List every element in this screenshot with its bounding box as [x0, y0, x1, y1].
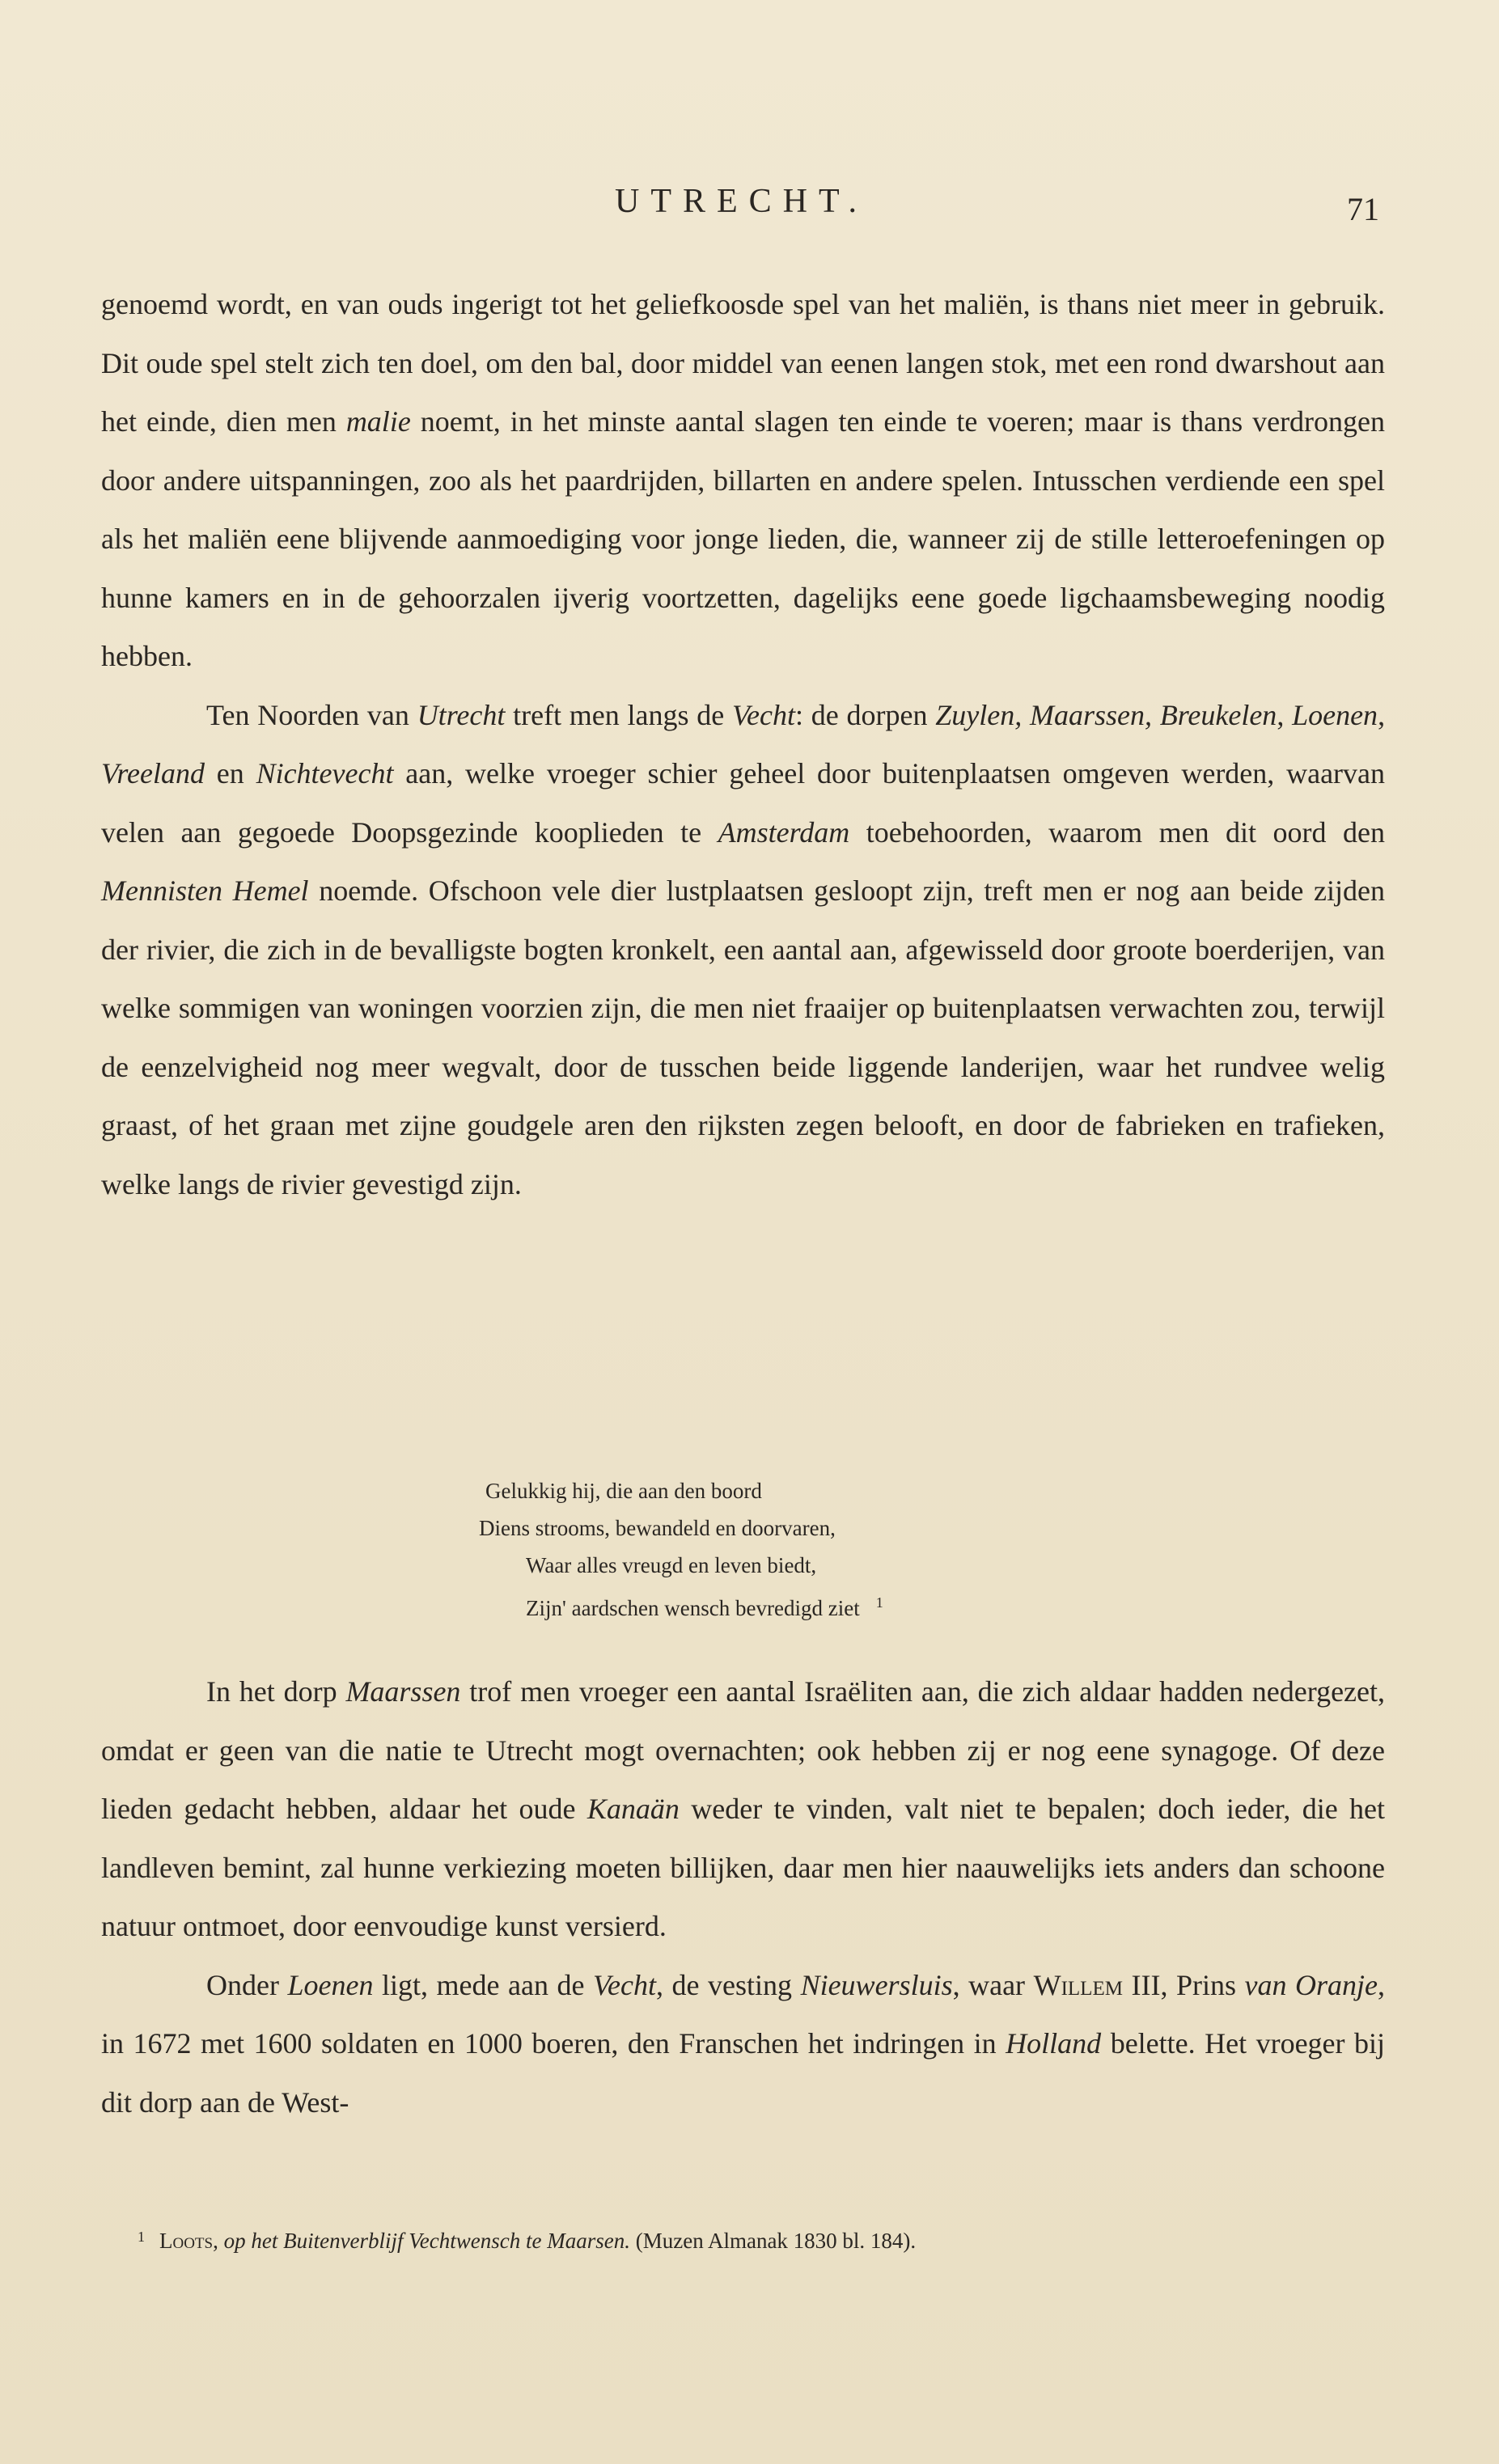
paragraph-maarssen: In het dorp Maarssen trof men vroeger een aantal Israëliten aan, die zich aldaar hadden nedergezet, omdat er geen van die natie te Utrecht mogt overnachten; ook hebben zij er nog eene synagoge. Of deze lieden gedacht hebben, aldaar het oude Kanaän weder te vinden, valt niet te bepalen; doch ieder, die het landleven bemint, zal hunne verkiezing moeten billijken, daar men hier naauwelijks iets anders dan schoone natuur ontmoet, door eenvoudige kunst versierd. [101, 1675, 1386, 1942]
body-text-lower [101, 1662, 1385, 2132]
verse-line: Gelukkig hij, die aan den boord [485, 1479, 762, 1503]
page-header [0, 182, 1499, 231]
paragraph-loenen: Onder Loenen ligt, mede aan de Vecht, de vesting Nieuwersluis, waar Willem III, Prins van Oranje, in 1672 met 1600 soldaten en 1000 boeren, den Franschen het indringen in Holland belette. Het vroeger bij dit dorp aan de West- [101, 1968, 1386, 2119]
verse-line: Zijn' aardschen wensch bevredigd ziet $^1$ [526, 1594, 883, 1620]
footnote-reference[interactable]: 1 [875, 1594, 883, 1611]
verse-quotation [479, 1472, 883, 1627]
body-text-upper [101, 275, 1385, 1213]
paragraph-malien: genoemd wordt, en van ouds ingerigt tot het geliefkoosde spel van het maliën, is thans niet meer in gebruik. Dit oude spel stelt zich ten doel, om den bal, door middel van eenen langen stok, met een rond dwarshout aan het einde, dien men malie noemt, in het minste aantal slagen ten einde te voeren; maar is thans verdrongen door andere uitspanningen, zoo als het paardrijden, billarten en andere spelen. Intusschen verdiende een spel als het maliën eene blijvende aanmoediging voor jonge lieden, die, wanneer zij de stille letteroefeningen op hunne kamers en in de gehoorzalen ijverig voortzetten, dagelijks eene goede ligchaamsbeweging noodig hebben. [101, 288, 1386, 672]
footnote: $^1$ Loots, op het Buitenverblijf Vechtwensch te Maarsen. (Muzen Almanak 1830 bl. 184). [138, 2229, 917, 2253]
running-head: UTRECHT. [615, 183, 869, 220]
paragraph-vecht: Ten Noorden van Utrecht treft men langs de Vecht: de dorpen Zuylen, Maarssen, Breukelen, Loenen, Vreeland en Nichtevecht aan, welke vroeger schier geheel door buitenplaatsen omgeven werden, waarvan velen aan gegoede Doopsgezinde kooplieden te Amsterdam toebehoorden, waarom men dit oord den Mennisten Hemel noemde. Ofschoon vele dier lustplaatsen gesloopt zijn, treft men er nog aan beide zijden der rivier, die zich in de bevalligste bogten kronkelt, een aantal aan, afgewisseld door groote boerderijen, van welke sommigen van woningen voorzien zijn, die men niet fraaijer op buitenplaatsen verwachten zou, terwijl de eenzelvigheid nog meer wegvalt, door de tusschen beide liggende landerijen, waar het rundvee welig graast, of het graan met zijne goudgele aren den rijksten zegen belooft, en door de fabrieken en trafieken, welke langs de rivier gevestigd zijn. [101, 698, 1386, 1200]
footnote-author: Loots [159, 2229, 214, 2253]
verse-line: Diens strooms, bewandeld en doorvaren, [479, 1516, 836, 1540]
term-malie: malie [345, 405, 411, 438]
footnote-source: (Muzen Almanak 1830 bl. 184). [635, 2229, 917, 2253]
footnote-title: op het Buitenverblijf Vechtwensch te Maarsen. [223, 2229, 630, 2253]
page-number: 71 [1347, 191, 1379, 227]
footnote-marker: 1 [138, 2229, 145, 2245]
verse-line: Waar alles vreugd en leven biedt, [526, 1553, 817, 1577]
